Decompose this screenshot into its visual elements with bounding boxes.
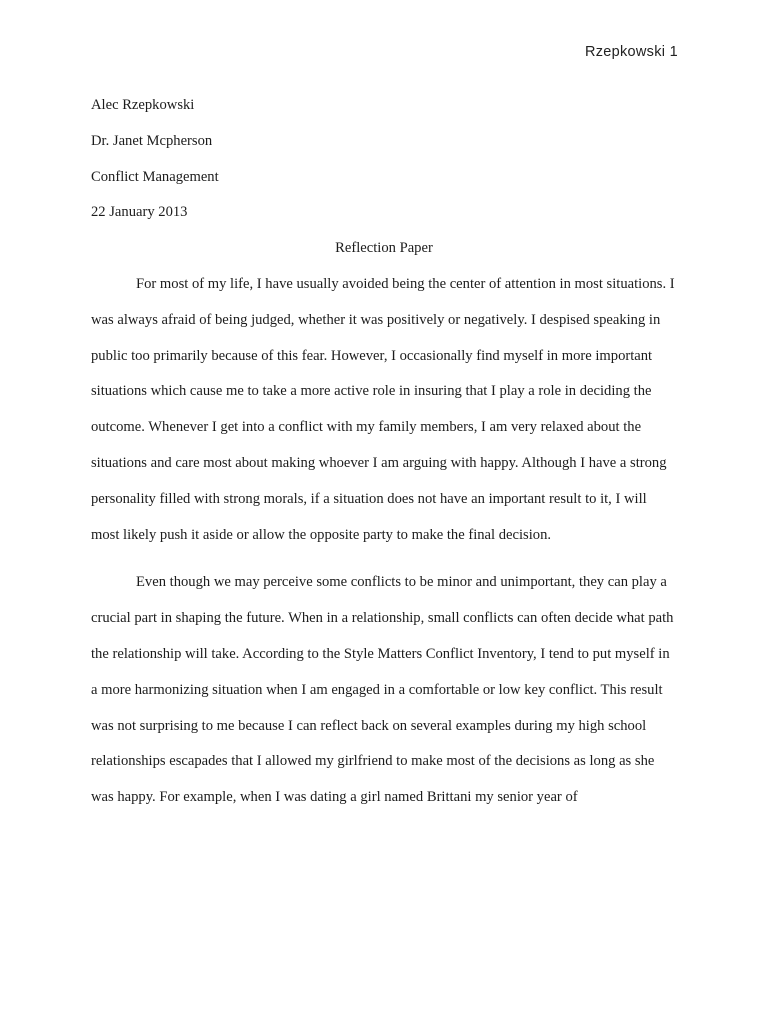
- author-name: Alec Rzepkowski: [91, 97, 195, 113]
- document-body: [91, 88, 677, 816]
- running-head-page-number: Rzepkowski 1: [584, 44, 678, 60]
- document-date: 22 January 2013: [91, 204, 188, 221]
- instructor-name: Dr. Janet Mcpherson: [91, 132, 213, 149]
- paper-title: Reflection Paper: [335, 240, 433, 257]
- course-name: Conflict Management: [91, 168, 219, 185]
- body-paragraph-2: Even though we may perceive some conflicts to be minor and unimportant, they can play a crucial part in shaping the future. When in a relationship, small conflicts can often decide what path the relationship will take. According to the Style Matters Conflict Inventory, I tend to put myself in a more harmonizing situation when I am engaged in a comfortable or low key conflict. This result was not surprising to me because I can reflect back on several examples during my high school relationships escapades that I allowed my girlfriend to make most of the decisions as long as she was happy. For example, when I was dating a girl named Brittani my senior year of: [91, 574, 674, 806]
- body-paragraph-1: For most of my life, I have usually avoided being the center of attention in most situations. I was always afraid of being judged, whether it was positively or negatively. I despised speaking in public too primarily because of this fear. However, I occasionally find myself in more important situations which cause me to take a more active role in insuring that I play a role in deciding the outcome. Whenever I get into a conflict with my family members, I am very relaxed about the situations and care most about making whoever I am arguing with happy. Although I have a strong personality filled with strong morals, if a situation does not have an important result to it, I will most likely push it aside or allow the opposite party to make the final decision.: [91, 275, 675, 543]
